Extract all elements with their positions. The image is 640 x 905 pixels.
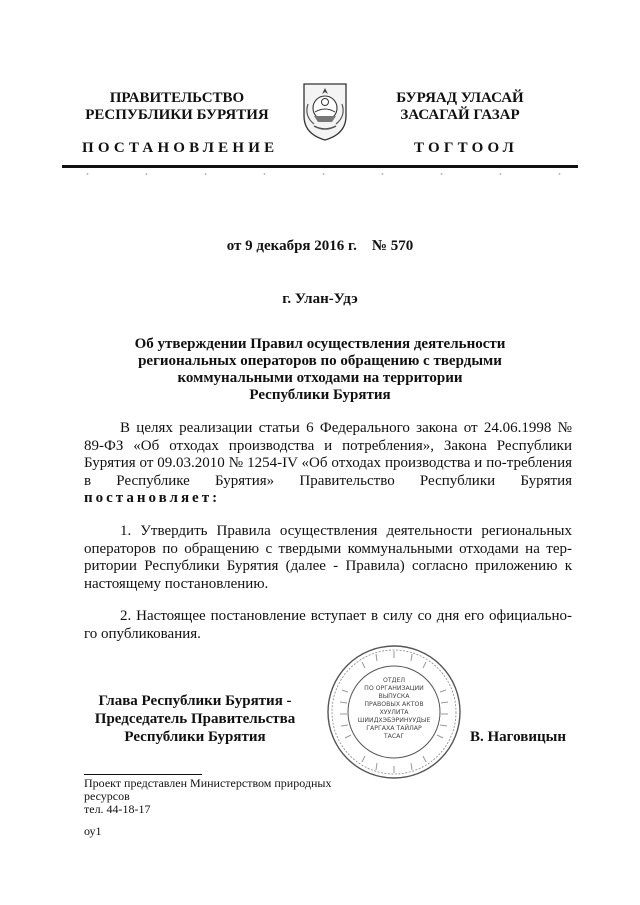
- preamble-text: В целях реализации статьи 6 Федерального закона от 24.06.1998 № 89-ФЗ «Об отходах производства и потребления», Закона Республики Бурятия от 09.03.2010 № 1254-IV «Об отходах производства и по-требления в Республике Бурятия» Правительство Республики Бурятия: [84, 420, 572, 489]
- signatory-position: [84, 692, 306, 746]
- header-right-line2: ЗАСАГАЙ ГАЗАР: [400, 107, 520, 123]
- header-left: [62, 90, 292, 124]
- dotted-divider: [62, 172, 578, 176]
- city: г. Улан-Удэ: [282, 291, 358, 307]
- header-right: [380, 90, 540, 124]
- decree-word: постановляет:: [84, 490, 221, 506]
- document-title: [130, 336, 510, 404]
- doc-type-bua: ТОГТООЛ: [414, 140, 518, 156]
- seal-line-1: ОТДЕЛ: [382, 677, 406, 684]
- seal-line-2: ПО ОРГАНИЗАЦИИ: [364, 685, 424, 692]
- footer-line-3: тел. 44-18-17: [84, 802, 151, 816]
- footer-line-1: Проект представлен Министерством природных: [84, 776, 332, 790]
- position-line-2: Председатель Правительства: [94, 711, 296, 727]
- seal-line-4: ПРАВОВЫХ АКТОВ: [364, 701, 424, 708]
- official-seal: [322, 642, 466, 782]
- title-line-1: Об утверждении Правил осуществления деятельности: [134, 336, 506, 352]
- coat-of-arms-emblem: [300, 80, 350, 142]
- doc-type-ru: ПОСТАНОВЛЕНИЕ: [82, 140, 279, 156]
- seal-line-3: ВЫПУСКА: [378, 693, 410, 700]
- header-left-line2: РЕСПУБЛИКИ БУРЯТИЯ: [85, 107, 269, 123]
- title-line-2: региональных операторов по обращению с твердыми: [138, 353, 502, 369]
- footer-note: [84, 777, 374, 816]
- preamble-paragraph: [84, 420, 572, 508]
- footer-line-2: ресурсов: [84, 789, 130, 803]
- header-right-line1: БУРЯАД УЛАСАЙ: [396, 90, 524, 106]
- seal-line-5: ХУУЛИТА: [379, 709, 409, 716]
- title-line-4: Республики Бурятия: [249, 387, 391, 403]
- footer-code: оу1: [84, 824, 102, 838]
- header-left-line1: ПРАВИТЕЛЬСТВО: [109, 90, 245, 106]
- date-number: от 9 декабря 2016 г. № 570: [226, 238, 414, 254]
- position-line-3: Республики Бурятия: [124, 729, 266, 745]
- signatory-name: В. Наговицын: [470, 729, 566, 745]
- seal-line-7: ГАРГАХА ТАЙЛАР: [366, 725, 422, 732]
- seal-line-8: ТАСАГ: [383, 733, 405, 740]
- seal-line-6: ШИИДХЭБЭРИНУУДЫЕ: [357, 717, 431, 724]
- item-1: 1. Утвердить Правила осуществления деятельности региональных операторов по обращению с твердыми коммунальными отходами на тер-ритории Республики Бурятия (далее - Правила) согласно приложению к настоящему постановлению.: [84, 523, 572, 592]
- header-divider: [62, 165, 578, 168]
- item-2: 2. Настоящее постановление вступает в силу со дня его официально-го опубликования.: [84, 608, 572, 642]
- title-line-3: коммунальными отходами на территории: [177, 370, 463, 386]
- position-line-1: Глава Республики Бурятия -: [98, 693, 292, 709]
- footer-divider: [84, 774, 202, 775]
